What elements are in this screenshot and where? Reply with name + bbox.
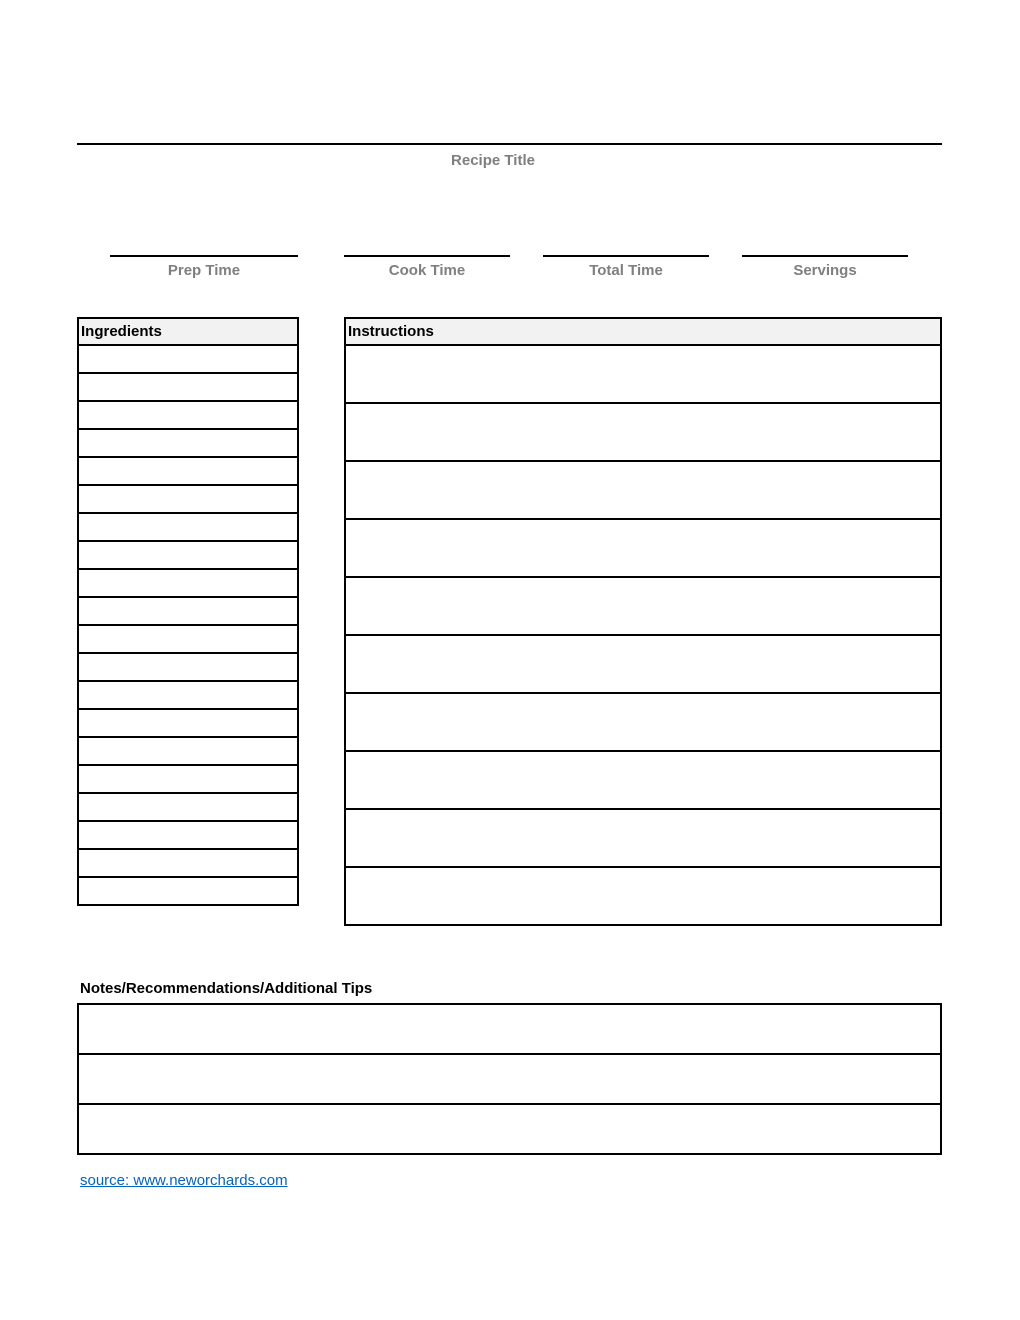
note-cell[interactable] (78, 1004, 941, 1054)
instruction-row (345, 403, 941, 461)
ingredient-row (78, 401, 298, 429)
instruction-row (345, 345, 941, 403)
ingredient-cell[interactable] (78, 457, 298, 485)
ingredients-header: Ingredients (78, 318, 298, 345)
recipe-title-label: Recipe Title (451, 152, 535, 169)
ingredient-row (78, 541, 298, 569)
ingredient-cell[interactable] (78, 737, 298, 765)
instruction-row (345, 693, 941, 751)
ingredient-cell[interactable] (78, 821, 298, 849)
ingredient-row (78, 653, 298, 681)
ingredients-table (77, 317, 299, 906)
ingredient-row (78, 345, 298, 373)
note-cell[interactable] (78, 1104, 941, 1154)
ingredient-row (78, 709, 298, 737)
instruction-cell[interactable] (345, 693, 941, 751)
instruction-row (345, 461, 941, 519)
ingredient-cell[interactable] (78, 373, 298, 401)
ingredient-cell[interactable] (78, 709, 298, 737)
servings-line[interactable] (742, 255, 908, 257)
ingredient-cell[interactable] (78, 765, 298, 793)
ingredient-cell[interactable] (78, 345, 298, 373)
cook-time-line[interactable] (344, 255, 510, 257)
instructions-header: Instructions (345, 318, 941, 345)
instruction-cell[interactable] (345, 461, 941, 519)
cook-time-label: Cook Time (388, 262, 466, 279)
ingredient-row (78, 569, 298, 597)
instruction-cell[interactable] (345, 809, 941, 867)
ingredient-row (78, 485, 298, 513)
ingredient-row (78, 737, 298, 765)
ingredient-cell[interactable] (78, 513, 298, 541)
prep-time-line[interactable] (110, 255, 298, 257)
ingredient-cell[interactable] (78, 569, 298, 597)
ingredient-cell[interactable] (78, 541, 298, 569)
notes-label: Notes/Recommendations/Additional Tips (80, 980, 373, 997)
instruction-cell[interactable] (345, 635, 941, 693)
ingredient-row (78, 681, 298, 709)
total-time-label: Total Time (589, 262, 663, 279)
prep-time-label: Prep Time (167, 262, 241, 279)
instruction-row (345, 867, 941, 925)
ingredient-cell[interactable] (78, 429, 298, 457)
ingredient-cell[interactable] (78, 877, 298, 905)
ingredient-row (78, 597, 298, 625)
ingredient-cell[interactable] (78, 653, 298, 681)
note-row (78, 1054, 941, 1104)
ingredient-row (78, 849, 298, 877)
instruction-row (345, 751, 941, 809)
note-row (78, 1104, 941, 1154)
ingredient-cell[interactable] (78, 597, 298, 625)
ingredient-row (78, 877, 298, 905)
instruction-row (345, 519, 941, 577)
servings-label: Servings (793, 262, 857, 279)
ingredient-row (78, 625, 298, 653)
ingredient-row (78, 457, 298, 485)
ingredient-cell[interactable] (78, 625, 298, 653)
note-row (78, 1004, 941, 1054)
ingredient-cell[interactable] (78, 485, 298, 513)
notes-table (77, 1003, 942, 1155)
ingredient-row (78, 821, 298, 849)
instruction-cell[interactable] (345, 519, 941, 577)
ingredient-row (78, 765, 298, 793)
instruction-cell[interactable] (345, 867, 941, 925)
ingredient-cell[interactable] (78, 793, 298, 821)
ingredient-cell[interactable] (78, 401, 298, 429)
ingredient-row (78, 793, 298, 821)
total-time-line[interactable] (543, 255, 709, 257)
source-link[interactable]: source: www.neworchards.com (80, 1172, 288, 1189)
recipe-title-line[interactable] (77, 143, 942, 145)
instruction-cell[interactable] (345, 345, 941, 403)
note-cell[interactable] (78, 1054, 941, 1104)
instruction-row (345, 577, 941, 635)
ingredient-cell[interactable] (78, 681, 298, 709)
instruction-row (345, 809, 941, 867)
instructions-table (344, 317, 942, 926)
ingredient-cell[interactable] (78, 849, 298, 877)
instruction-cell[interactable] (345, 577, 941, 635)
instruction-cell[interactable] (345, 403, 941, 461)
instruction-cell[interactable] (345, 751, 941, 809)
ingredient-row (78, 429, 298, 457)
ingredient-row (78, 373, 298, 401)
instruction-row (345, 635, 941, 693)
ingredient-row (78, 513, 298, 541)
